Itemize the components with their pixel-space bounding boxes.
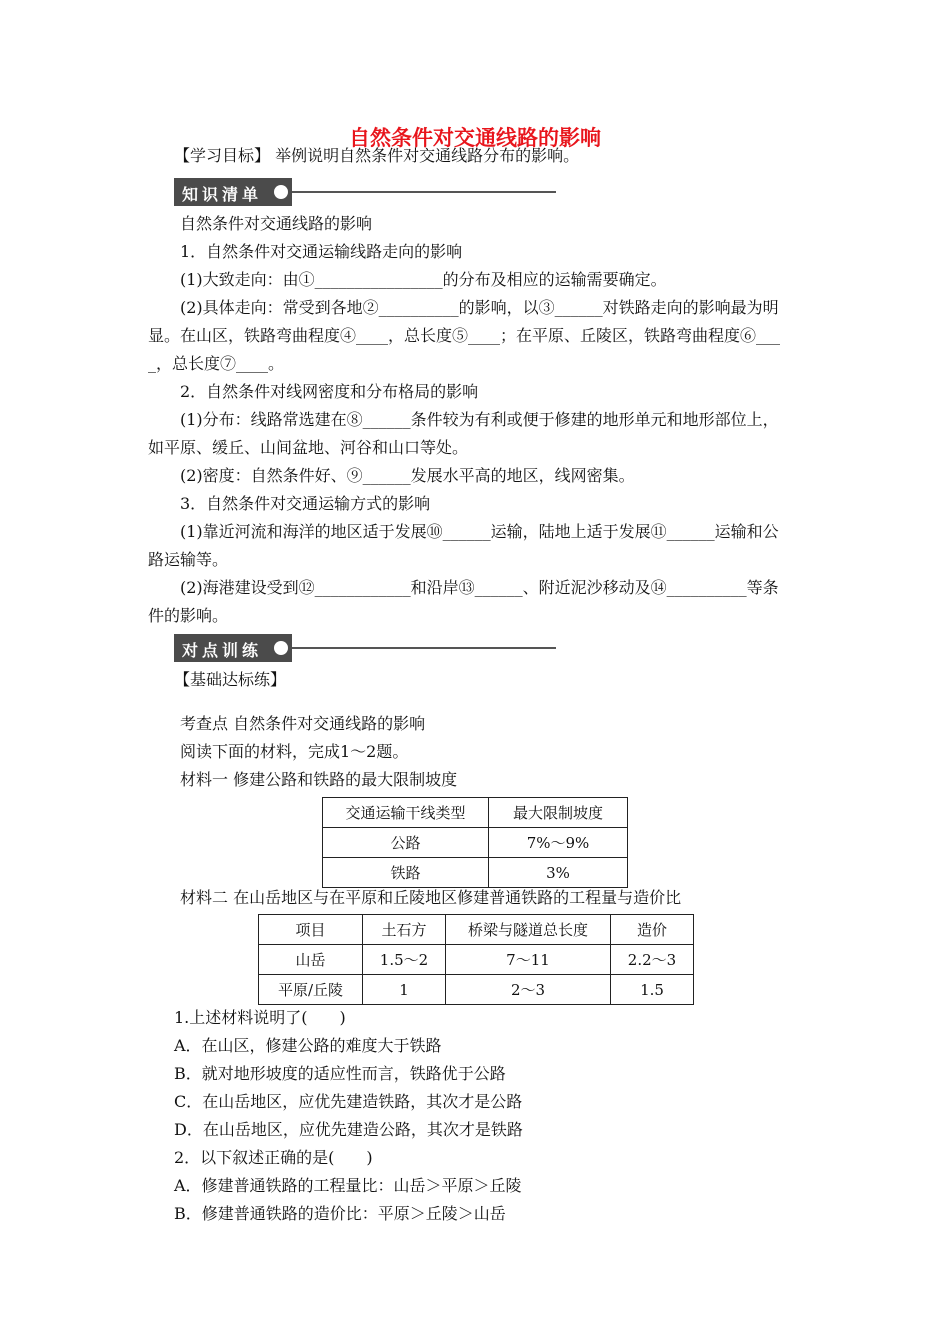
section-label: 对点训练 xyxy=(182,641,263,660)
knowledge-line: (2)密度：自然条件好、⑨______发展水平高的地区，线网密集。 xyxy=(180,466,635,485)
knowledge-heading: 自然条件对交通线路的影响 xyxy=(180,214,373,233)
knowledge-line: 显。在山区，铁路弯曲程度④____，总长度⑤____；在平原、丘陵区，铁路弯曲程度⑥___ xyxy=(148,326,781,345)
table-header-cell: 交通运输干线类型 xyxy=(323,798,489,828)
option-b: B．修建普通铁路的造价比：平原＞丘陵＞山岳 xyxy=(174,1204,506,1223)
knowledge-line: (1)大致走向：由①________________的分布及相应的运输需要确定。 xyxy=(180,270,667,289)
table-cell: 2.2～3 xyxy=(611,945,694,975)
table-header-cell: 土石方 xyxy=(363,915,446,945)
table-cell: 2～3 xyxy=(446,975,611,1005)
section-label: 知识清单 xyxy=(182,185,263,204)
option-b: B．就对地形坡度的适应性而言，铁路优于公路 xyxy=(174,1064,506,1083)
material1-caption: 材料一 修建公路和铁路的最大限制坡度 xyxy=(180,770,458,789)
option-a: A．修建普通铁路的工程量比：山岳＞平原＞丘陵 xyxy=(174,1176,522,1195)
circle-icon xyxy=(274,185,288,199)
knowledge-line: (1)分布：线路常选建在⑧______条件较为有利或便于修建的地形单元和地形部位上， xyxy=(180,410,779,429)
instruction: 阅读下面的材料，完成1～2题。 xyxy=(180,742,409,761)
table-header-cell: 最大限制坡度 xyxy=(489,798,628,828)
option-c: C．在山岳地区，应优先建造铁路，其次才是公路 xyxy=(174,1092,523,1111)
table-cell: 1.5 xyxy=(611,975,694,1005)
divider xyxy=(292,191,556,193)
table-cell: 7～11 xyxy=(446,945,611,975)
table-cell: 7%～9% xyxy=(489,828,628,858)
table-row xyxy=(323,858,628,888)
knowledge-line: 路运输等。 xyxy=(148,550,229,569)
table-row xyxy=(259,945,694,975)
learning-goal: 【学习目标】 举例说明自然条件对交通线路分布的影响。 xyxy=(174,146,580,165)
exam-point: 考查点 自然条件对交通线路的影响 xyxy=(180,714,426,733)
option-a: A．在山区，修建公路的难度大于铁路 xyxy=(174,1036,442,1055)
section-banner-knowledge xyxy=(174,178,556,208)
table-cell: 3% xyxy=(489,858,628,888)
knowledge-line: 2．自然条件对线网密度和分布格局的影响 xyxy=(180,382,479,401)
section-banner-practice xyxy=(174,634,556,664)
table-row xyxy=(259,975,694,1005)
material2-table xyxy=(258,914,694,1005)
table-cell: 公路 xyxy=(323,828,489,858)
knowledge-line: 1．自然条件对交通运输线路走向的影响 xyxy=(180,242,463,261)
circle-icon xyxy=(274,641,288,655)
knowledge-line: 件的影响。 xyxy=(148,606,229,625)
material2-caption: 材料二 在山岳地区与在平原和丘陵地区修建普通铁路的工程量与造价比 xyxy=(180,888,682,907)
table-header-cell: 桥梁与隧道总长度 xyxy=(446,915,611,945)
table-cell: 平原/丘陵 xyxy=(259,975,363,1005)
question-2: 2．以下叙述正确的是( ) xyxy=(174,1148,373,1167)
knowledge-line: (2)具体走向：常受到各地②__________的影响，以③______对铁路走向的影响最为明 xyxy=(180,298,779,317)
table-cell: 铁路 xyxy=(323,858,489,888)
table-cell: 1 xyxy=(363,975,446,1005)
knowledge-line: (1)靠近河流和海洋的地区适于发展⑩______运输，陆地上适于发展⑪______运输和公 xyxy=(180,522,779,541)
divider xyxy=(292,647,556,649)
knowledge-line: (2)海港建设受到⑫____________和沿岸⑬______、附近泥沙移动及⑭__________等条 xyxy=(180,578,779,597)
table-header-cell: 造价 xyxy=(611,915,694,945)
table-row xyxy=(323,828,628,858)
basic-heading: 【基础达标练】 xyxy=(174,670,287,689)
table-header-row xyxy=(259,915,694,945)
knowledge-line: 如平原、缓丘、山间盆地、河谷和山口等处。 xyxy=(148,438,469,457)
table-header-cell: 项目 xyxy=(259,915,363,945)
question-1: 1.上述材料说明了( ) xyxy=(174,1008,346,1027)
table-cell: 山岳 xyxy=(259,945,363,975)
table-cell: 1.5～2 xyxy=(363,945,446,975)
material1-table xyxy=(322,797,628,888)
table-header-row xyxy=(323,798,628,828)
knowledge-line: 3．自然条件对交通运输方式的影响 xyxy=(180,494,431,513)
option-d: D．在山岳地区，应优先建造公路，其次才是铁路 xyxy=(174,1120,523,1139)
page-title: 自然条件对交通线路的影响 xyxy=(349,126,601,150)
knowledge-line: _，总长度⑦____。 xyxy=(148,354,285,373)
